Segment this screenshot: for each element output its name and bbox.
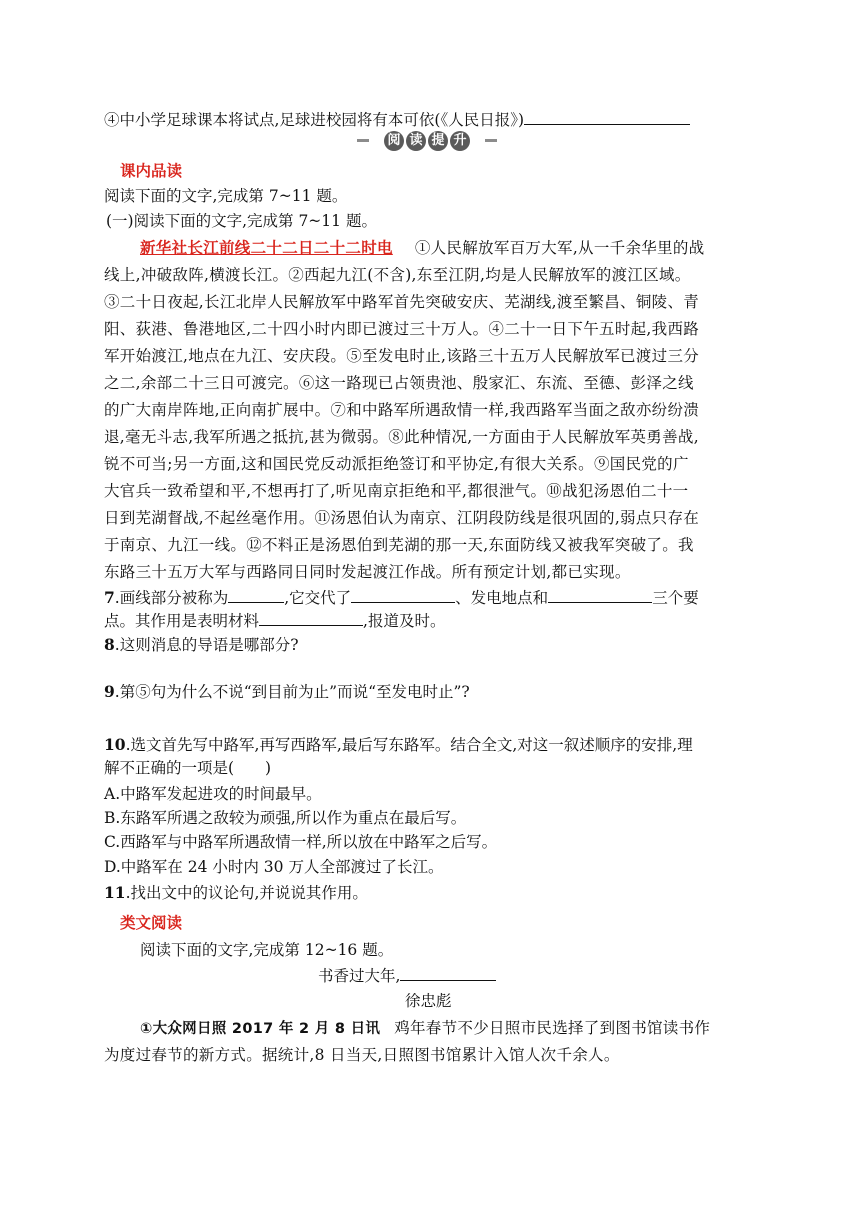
question-10 [104, 733, 693, 757]
question-number: 8 [104, 635, 115, 654]
passage-line: 日到芜湖督战,不起丝毫作用。⑪汤恩伯认为南京、江阴段防线是很巩固的,弱点只存在 [104, 509, 700, 527]
answer-blank[interactable] [548, 586, 652, 603]
article-author: 徐忠彪 [405, 992, 452, 1010]
passage-line: 阳、荻港、鲁港地区,二十四小时内即已渡过三十万人。④二十一日下午五时起,我西路 [104, 320, 700, 338]
passage-line: 锐不可当;另一方面,这和国民党反动派拒绝签订和平协定,有很大关系。⑨国民党的广 [104, 455, 689, 473]
banner-chip [384, 131, 470, 151]
question-7 [104, 586, 699, 610]
answer-blank[interactable] [524, 108, 690, 125]
article-title-text: 书香过大年, [318, 967, 401, 985]
question-text: 、发电地点和 [455, 589, 549, 607]
banner-divider-right [485, 139, 497, 142]
banner-divider-left [357, 139, 369, 142]
option-b[interactable]: B.东路军所遇之敌较为顽强,所以作为重点在最后写。 [104, 809, 467, 827]
article-dateline: ①大众网日照 2017 年 2 月 8 日讯 [140, 1021, 381, 1037]
article-para-line-1 [140, 1016, 710, 1041]
question-text: .画线部分被称为 [114, 589, 229, 607]
banner-char: 阅 [384, 131, 404, 151]
question-text: ,报道及时。 [363, 612, 446, 630]
question-7-line-2 [104, 609, 445, 633]
banner-char: 提 [428, 131, 448, 151]
reading-improve-banner [357, 128, 497, 153]
option-a[interactable]: A.中路军发起进攻的时间最早。 [104, 785, 322, 803]
passage-line: 于南京、九江一线。⑫不料正是汤恩伯到芜湖的那一天,东面防线又被我军突破了。我 [104, 536, 694, 554]
banner-char: 升 [450, 131, 470, 151]
question-text: .找出文中的议论句,并说说其作用。 [125, 884, 368, 902]
passage-line: 东路三十五万大军与西路同日同时发起渡江作战。所有预定计划,都已实现。 [104, 563, 631, 581]
question-number: 9 [104, 682, 115, 701]
banner-char: 读 [406, 131, 426, 151]
question-10-line-2: 解不正确的一项是( ) [104, 759, 272, 777]
answer-blank[interactable] [259, 609, 363, 626]
news-dateline: 新华社长江前线二十二日二十二时电 [140, 239, 393, 257]
section-intro-2: 阅读下面的文字,完成第 12~16 题。 [140, 941, 394, 959]
question-number: 7 [104, 588, 115, 607]
article-para-line-2: 为度过春节的新方式。据统计,8 日当天,日照图书馆累计入馆人次千余人。 [104, 1046, 620, 1064]
question-text: ,它交代了 [284, 589, 352, 607]
passage-line: ③二十日夜起,长江北岸人民解放军中路军首先突破安庆、芜湖线,渡至繁昌、铜陵、青 [104, 293, 700, 311]
question-8 [104, 633, 299, 657]
question-number: 11 [104, 883, 126, 902]
question-text: 三个要 [652, 589, 699, 607]
answer-blank[interactable] [400, 964, 496, 981]
option-d[interactable]: D.中路军在 24 小时内 30 万人全部渡过了长江。 [104, 858, 444, 876]
passage-line: 之二,余部二十三日可渡完。⑥这一路现已占领贵池、殷家汇、东流、至德、彭泽之线 [104, 374, 694, 392]
passage-line: 的广大南岸阵地,正向南扩展中。⑦和中路军所遇敌情一样,我西路军当面之敌亦纷纷溃 [104, 401, 700, 419]
question-text: .选文首先写中路军,再写西路军,最后写东路军。结合全文,对这一叙述顺序的安排,理 [125, 736, 693, 754]
article-text: 鸡年春节不少日照市民选择了到图书馆读书作 [394, 1019, 711, 1037]
section-heading-similar: 类文阅读 [120, 914, 183, 932]
question-9 [104, 680, 470, 704]
passage-line-1 [104, 236, 704, 260]
passage-line: 军开始渡江,地点在九江、安庆段。⑤至发电时止,该路三十五万人民解放军已渡过三分 [104, 347, 700, 365]
passage-line: 退,毫无斗志,我军所遇之抵抗,甚为微弱。⑧此种情况,一方面由于人民解放军英勇善战, [104, 428, 699, 446]
question-number: 10 [104, 735, 126, 754]
question-text: .这则消息的导语是哪部分? [114, 636, 299, 654]
passage-text: ①人民解放军百万大军,从一千余华里的战 [414, 239, 705, 257]
section-intro: 阅读下面的文字,完成第 7~11 题。 [104, 187, 348, 205]
passage-line: 线上,冲破敌阵,横渡长江。②西起九江(不含),东至江阴,均是人民解放军的渡江区域。 [104, 266, 691, 284]
question-text: 点。其作用是表明材料 [104, 612, 260, 630]
section-heading-in-class: 课内品读 [120, 162, 183, 180]
passage-line: 大官兵一致希望和平,不想再打了,听见南京拒绝和平,都很泄气。⑩战犯汤恩伯二十一 [104, 482, 689, 500]
option-c[interactable]: C.西路军与中路军所遇敌情一样,所以放在中路军之后写。 [104, 833, 498, 851]
answer-blank[interactable] [228, 586, 284, 603]
subsection-intro: (一)阅读下面的文字,完成第 7~11 题。 [106, 212, 377, 230]
answer-blank[interactable] [351, 586, 455, 603]
question-text: .第⑤句为什么不说“到目前为止”而说“至发电时止”? [114, 683, 470, 701]
article-title [318, 964, 496, 988]
example-item-4-text: ④中小学足球课本将试点,足球进校园将有本可依(《人民日报》) [104, 111, 525, 129]
question-11 [104, 881, 368, 905]
